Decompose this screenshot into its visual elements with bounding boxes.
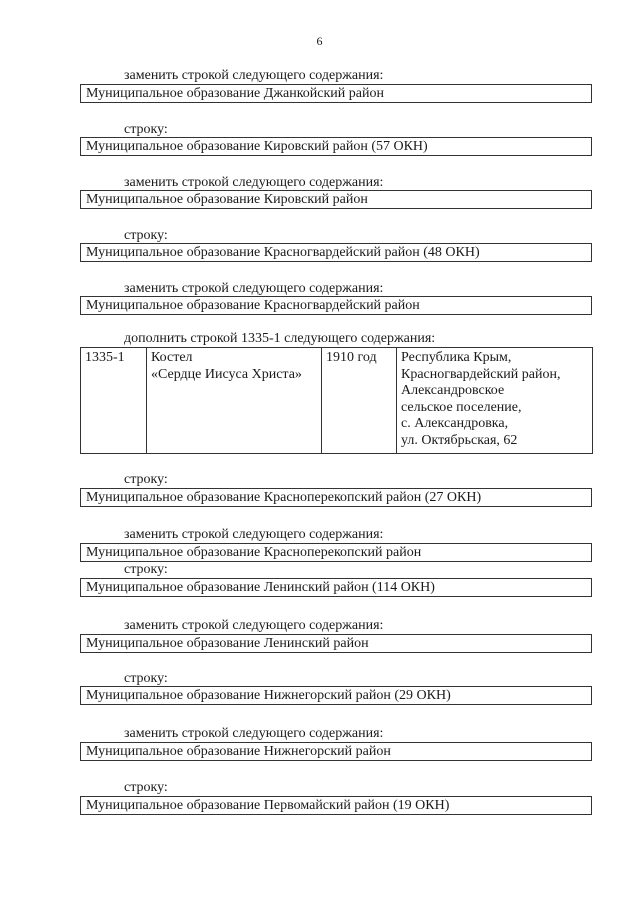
original-row: Муниципальное образование Нижнегорский район (29 ОКН)	[80, 686, 592, 705]
instruction-text: заменить строкой следующего содержания:	[124, 175, 384, 190]
record-year-cell	[322, 348, 397, 454]
replacement-row: Муниципальное образование Нижнегорский район	[80, 742, 592, 761]
record-address-cell	[397, 348, 593, 454]
record-name-cell	[147, 348, 322, 454]
original-row: Муниципальное образование Красноперекопский район (27 ОКН)	[80, 488, 592, 507]
record-year: 1910 год	[326, 350, 377, 365]
replacement-row: Муниципальное образование Ленинский район	[80, 634, 592, 653]
replacement-row: Муниципальное образование Кировский район	[80, 190, 592, 209]
new-record-table	[80, 347, 593, 454]
instruction-text: заменить строкой следующего содержания:	[124, 68, 384, 83]
instruction-text: строку:	[124, 228, 168, 243]
instruction-text: строку:	[124, 562, 168, 577]
record-address-line: с. Александровка,	[401, 416, 509, 431]
record-number: 1335-1	[85, 350, 125, 365]
table-row	[81, 348, 593, 454]
instruction-text: строку:	[124, 122, 168, 137]
original-row: Муниципальное образование Кировский район (57 ОКН)	[80, 137, 592, 156]
original-row: Муниципальное образование Красногвардейский район (48 ОКН)	[80, 243, 592, 262]
instruction-text: заменить строкой следующего содержания:	[124, 527, 384, 542]
record-address-line: ул. Октябрьская, 62	[401, 432, 518, 448]
replacement-row: Муниципальное образование Красногвардейский район	[80, 296, 592, 315]
record-number-cell	[81, 348, 147, 454]
replacement-row: Муниципальное образование Красноперекопский район	[80, 543, 592, 562]
instruction-text: заменить строкой следующего содержания:	[124, 618, 384, 633]
instruction-text: заменить строкой следующего содержания:	[124, 281, 384, 296]
record-address-line: Республика Крым,	[401, 350, 512, 365]
instruction-text: заменить строкой следующего содержания:	[124, 726, 384, 741]
instruction-text: дополнить строкой 1335-1 следующего содержания:	[124, 331, 436, 346]
original-row: Муниципальное образование Первомайский район (19 ОКН)	[80, 796, 592, 815]
instruction-text: строку:	[124, 472, 168, 487]
instruction-text: строку:	[124, 671, 168, 686]
record-name-line: «Сердце Иисуса Христа»	[151, 366, 302, 382]
record-address-line: Александровское	[401, 383, 505, 398]
page-number: 6	[316, 34, 323, 48]
instruction-text: строку:	[124, 780, 168, 795]
record-address-line: Красногвардейский район,	[401, 366, 561, 382]
record-name-line: Костел	[151, 350, 193, 365]
record-address-line: сельское поселение,	[401, 399, 522, 415]
replacement-row: Муниципальное образование Джанкойский район	[80, 84, 592, 103]
original-row: Муниципальное образование Ленинский район (114 ОКН)	[80, 578, 592, 597]
